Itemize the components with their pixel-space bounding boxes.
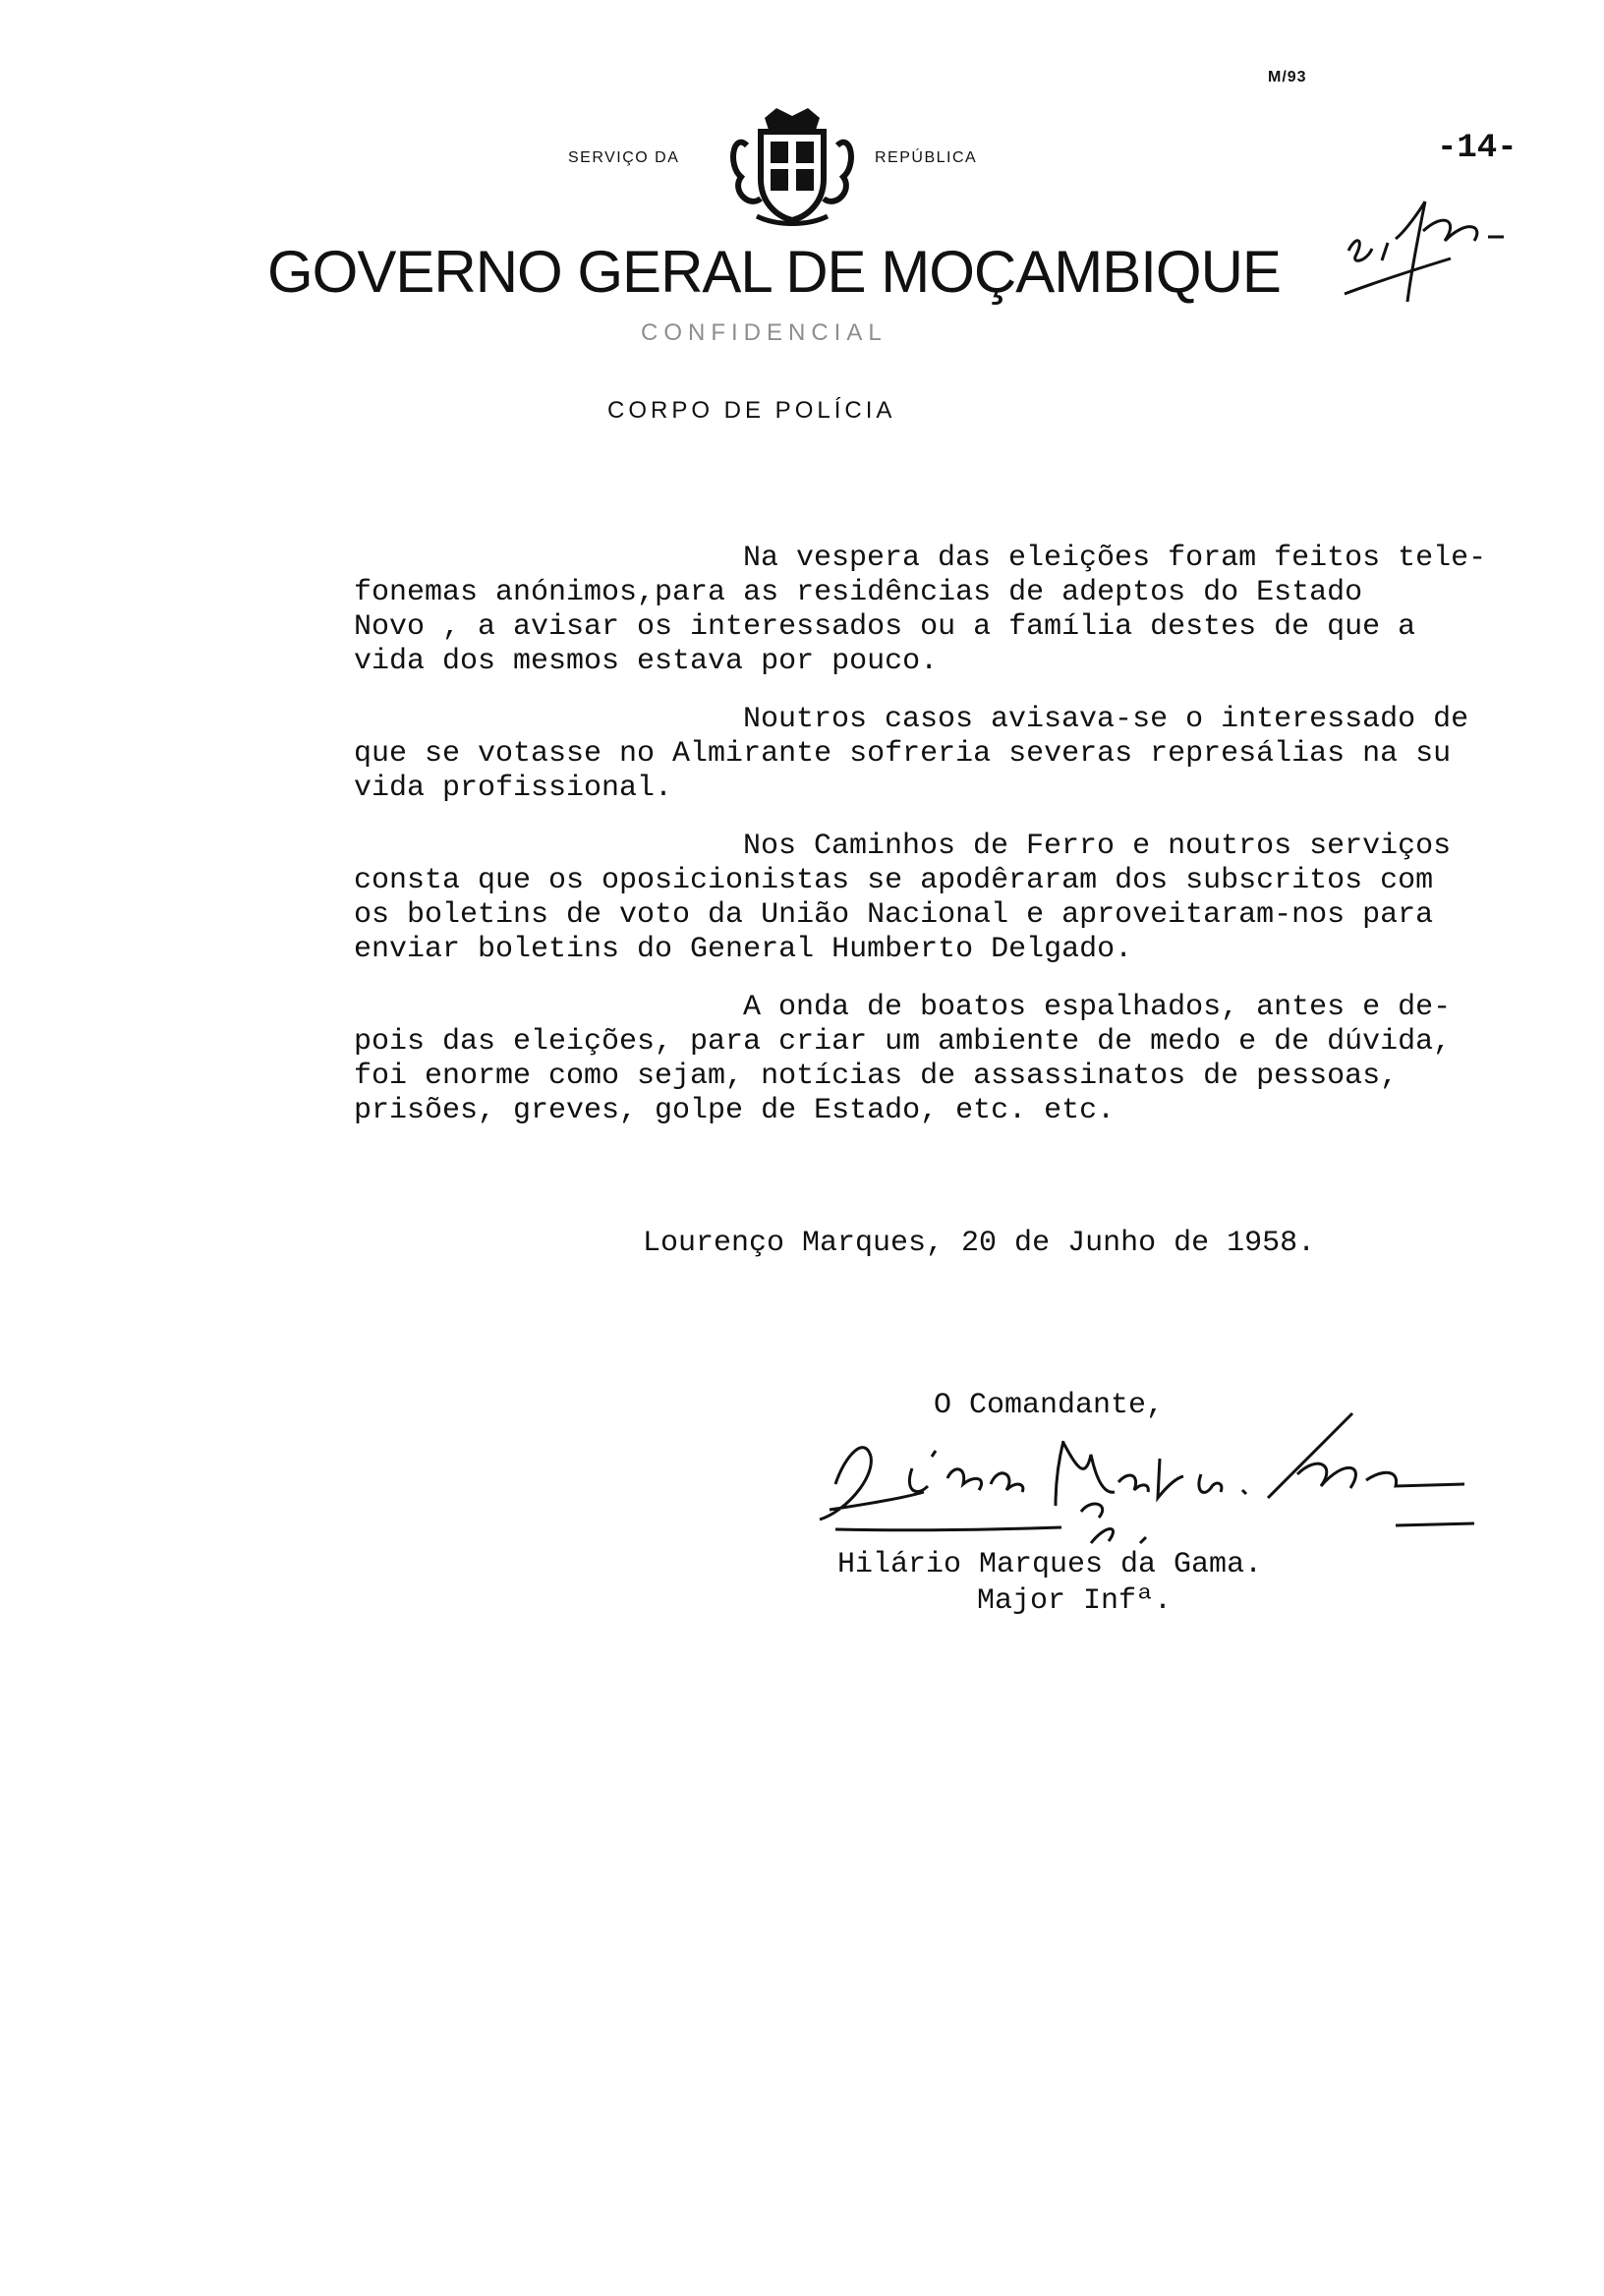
paragraph-line: foi enorme como sejam, notícias de assassinatos de pessoas, — [354, 1060, 1399, 1093]
paragraph-first-line: Nos Caminhos de Ferro e noutros serviços — [743, 830, 1452, 863]
form-code: M/93 — [1268, 69, 1307, 86]
paragraph-first-line: A onda de boatos espalhados, antes e de- — [743, 991, 1452, 1024]
paragraph-line: os boletins de voto da União Nacional e aproveitaram-nos para — [354, 898, 1434, 932]
confidential-stamp: CONFIDENCIAL — [641, 319, 888, 346]
coat-of-arms-seal-icon — [727, 106, 857, 228]
paragraph-line: consta que os oposicionistas se apodêraram dos subscritos com — [354, 864, 1434, 897]
signature-intro: O Comandante, — [934, 1389, 1165, 1422]
paragraph — [354, 703, 1573, 806]
paragraph-line: que se votasse no Almirante sofreria severas represálias na su — [354, 737, 1452, 771]
page-number: -14- — [1437, 130, 1518, 167]
paragraph-first-line: Noutros casos avisava-se o interessado de — [743, 703, 1469, 736]
paragraph-line: Novo , a avisar os interessados ou a família destes de que a — [354, 610, 1416, 644]
page-title: GOVERNO GERAL DE MOÇAMBIQUE — [267, 239, 1281, 305]
paragraph-first-line: Na vespera das eleições foram feitos tele- — [743, 542, 1487, 575]
paragraph-line: vida profissional. — [354, 772, 673, 805]
paragraph-line: enviar boletins do General Humberto Delgado. — [354, 933, 1133, 966]
service-label-right: REPÚBLICA — [875, 149, 978, 166]
paragraph — [354, 830, 1573, 967]
signer-name: Hilário Marques da Gama. — [837, 1548, 1263, 1581]
paragraph — [354, 991, 1573, 1128]
paragraph-line: fonemas anónimos,para as residências de adeptos do Estado — [354, 576, 1363, 609]
paragraph-line: pois das eleições, para criar um ambiente de medo e de dúvida, — [354, 1025, 1452, 1059]
paragraph-line: vida dos mesmos estava por pouco. — [354, 645, 939, 678]
paragraph — [354, 542, 1573, 679]
paragraph-line: prisões, greves, golpe de Estado, etc. etc. — [354, 1094, 1116, 1127]
handwritten-initials-icon — [1337, 192, 1573, 310]
letter-body — [354, 542, 1573, 1152]
signer-rank: Major Infª. — [977, 1584, 1173, 1618]
place-date-line: Lourenço Marques, 20 de Junho de 1958. — [643, 1227, 1316, 1260]
service-label-left: SERVIÇO DA — [568, 149, 680, 166]
handwritten-signature-icon — [806, 1396, 1474, 1563]
office-heading: CORPO DE POLÍCIA — [607, 397, 896, 424]
